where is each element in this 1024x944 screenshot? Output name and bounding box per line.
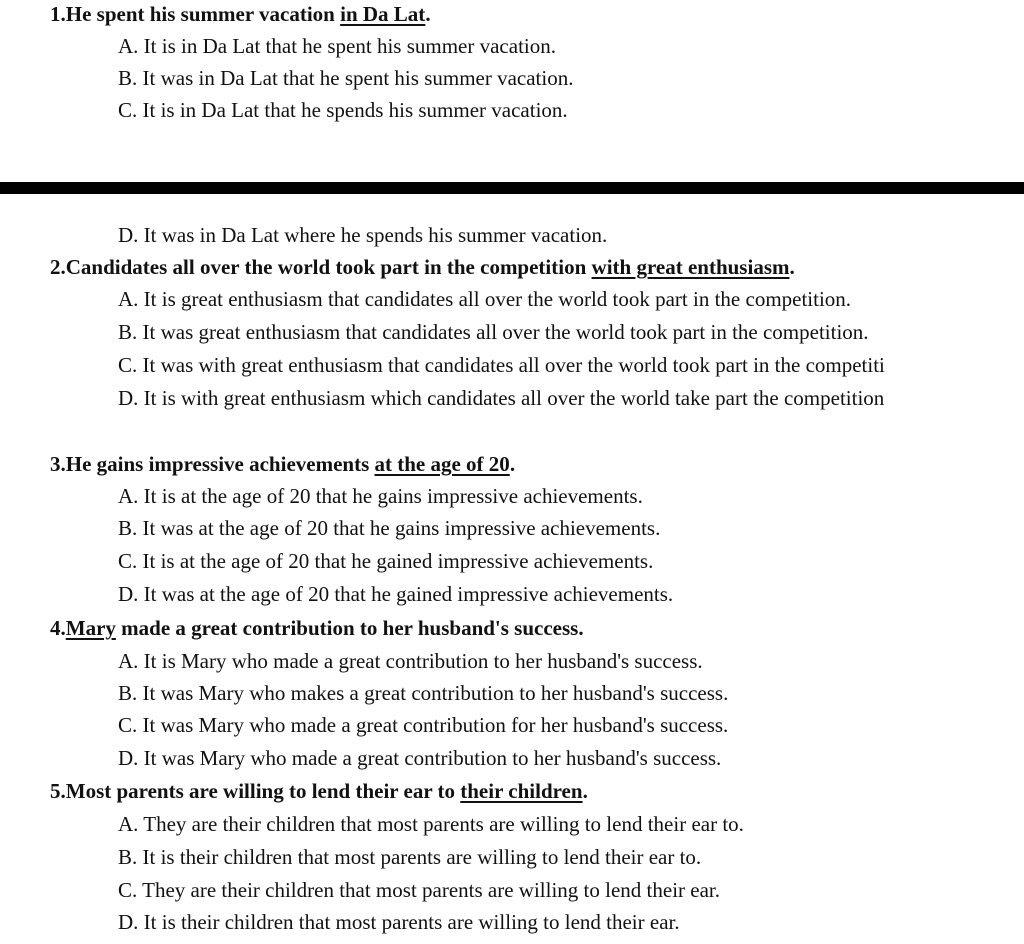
question-4-option-c: C. It was Mary who made a great contribution for her husband's success. [118, 713, 729, 737]
question-3-option-b: B. It was at the age of 20 that he gains impressive achievements. [118, 516, 661, 540]
question-4-underlined-phrase: Mary [65, 616, 116, 640]
question-5-option-c: C. They are their children that most parents are willing to lend their ear. [118, 878, 721, 902]
question-5-number: 5. [50, 779, 66, 803]
question-1-option-c: C. It is in Da Lat that he spends his summer vacation. [118, 98, 568, 122]
question-4-option-d: D. It was Mary who made a great contribution to her husband's success. [118, 746, 722, 770]
question-5-stem-text: Most parents are willing to lend their ear to [65, 779, 461, 803]
question-5-option-d: D. It is their children that most parents are willing to lend their ear. [118, 910, 680, 934]
question-4-number: 4. [50, 616, 66, 640]
question-2-option-d: D. It is with great enthusiasm which candidates all over the world take part the competition [118, 386, 885, 410]
question-4-option-b: B. It was Mary who makes a great contribution to her husband's success. [118, 681, 729, 705]
question-3-stem [50, 454, 515, 475]
question-2-option-c: C. It was with great enthusiasm that candidates all over the world took part in the competiti [118, 353, 885, 377]
question-2-stem-text: Candidates all over the world took part in the competition [65, 255, 592, 279]
question-5-stem [50, 781, 588, 802]
question-3-option-a: A. It is at the age of 20 that he gains impressive achievements. [118, 484, 643, 508]
question-4-option-a: A. It is Mary who made a great contribution to her husband's success. [118, 649, 703, 673]
question-1-number: 1. [50, 2, 66, 26]
question-1-stem-end: . [425, 2, 431, 26]
question-2-option-a: A. It is great enthusiasm that candidates all over the world took part in the competition. [118, 287, 852, 311]
question-3-option-d: D. It was at the age of 20 that he gained impressive achievements. [118, 582, 674, 606]
question-1-stem [50, 4, 431, 25]
question-5-underlined-phrase: their children [460, 779, 583, 803]
question-4-stem-end: made a great contribution to her husband's success. [115, 616, 584, 640]
question-1-option-b: B. It was in Da Lat that he spent his summer vacation. [118, 66, 574, 90]
question-2-stem-end: . [789, 255, 795, 279]
question-3-stem-end: . [509, 452, 516, 476]
question-2-stem [50, 257, 795, 278]
question-5-option-b: B. It is their children that most parents are willing to lend their ear to. [118, 845, 702, 869]
question-3-option-c: C. It is at the age of 20 that he gained impressive achievements. [118, 549, 654, 573]
question-2-underlined-phrase: with great enthusiasm [591, 255, 790, 279]
question-1-underlined-phrase: in Da Lat [340, 2, 426, 26]
question-3-underlined-phrase: at the age of 20 [374, 452, 510, 476]
question-3-number: 3. [50, 452, 66, 476]
question-1-option-a: A. It is in Da Lat that he spent his summer vacation. [118, 34, 556, 58]
question-2-number: 2. [50, 255, 66, 279]
question-3-stem-text: He gains impressive achievements [65, 452, 375, 476]
question-5-stem-end: . [582, 779, 588, 803]
question-4-stem [50, 618, 584, 639]
page-separator [0, 182, 1024, 194]
question-5-option-a: A. They are their children that most parents are willing to lend their ear to. [118, 812, 744, 836]
question-2-option-b: B. It was great enthusiasm that candidates all over the world took part in the competition. [118, 320, 869, 344]
question-1-option-d: D. It was in Da Lat where he spends his summer vacation. [118, 223, 608, 247]
question-1-stem-text: He spent his summer vacation [65, 2, 341, 26]
